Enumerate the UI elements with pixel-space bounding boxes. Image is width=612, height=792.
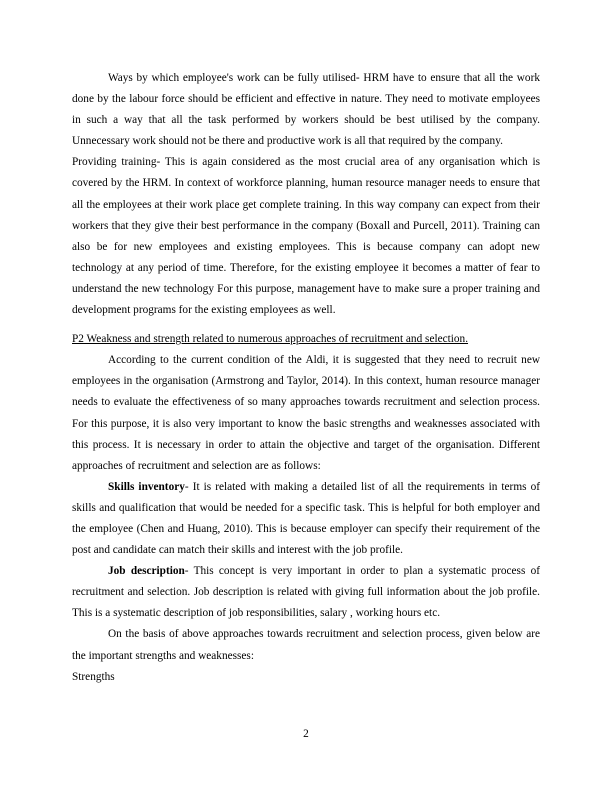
paragraph-approaches-summary: On the basis of above approaches towards recruitment and selection process, given below are the important strengths and weaknesses: — [72, 628, 540, 662]
paragraph-providing-training: Providing training- This is again considered as the most crucial area of any organisation which is covered by the HRM. In context of workforce planning, human resource manager needs to ensure that all the employees at their work place get complete training. In this way company can expect from their workers that they give their best performance in the company (Boxall and Purcell, 2011). Training can also be for new employees and existing employees. This is because company can adopt new technology at any period of time. Therefore, for the existing employee it becomes a matter of fear to understand the new technology For this purpose, management have to make sure a proper training and development programs for the existing employees as well. — [72, 156, 540, 317]
paragraph-aldi-recruitment: According to the current condition of the Aldi, it is suggested that they need to recruit new employees in the organisation (Armstrong and Taylor, 2014). In this context, human resource manager needs to evaluate the effectiveness of so many approaches towards recruitment and selection process. For this purpose, it is also very important to know the basic strengths and weaknesses associated with this process. It is necessary in order to attain the objective and target of the organisation. Different approaches of recruitment and selection are as follows: — [72, 354, 540, 472]
paragraph-employee-work: Ways by which employee's work can be fully utilised- HRM have to ensure that all the work done by the labour force should be efficient and effective in nature. They need to motivate employees in such a way that all the task performed by workers should be best utilised by the company. Unnecessary work should not be there and productive work is all that required by the company. — [72, 72, 540, 148]
page-number: 2 — [303, 728, 309, 740]
paragraph-job-description — [72, 561, 540, 624]
skills-inventory-text: - It is related with making a detailed list of all the requirements in terms of skills and qualification that would be needed for a specific task. This is helpful for both employer and the employee (Chen and Huang, 2010). This is because employer can specify their requirement of the post and candidate can match their skills and interest with the job profile. — [72, 480, 540, 557]
strengths-label: Strengths — [72, 670, 115, 683]
section-heading: P2 Weakness and strength related to numerous approaches of recruitment and selection. — [72, 333, 469, 346]
term-skills-inventory: Skills inventory — [108, 480, 185, 493]
job-description-text: - This concept is very important in order to plan a systematic process of recruitment and selection. Job description is related with giving full information about the job profile. This is a systematic description of job responsibilities, salary , working hours etc. — [72, 565, 540, 620]
paragraph-skills-inventory — [72, 477, 540, 561]
term-job-description: Job description — [108, 565, 185, 578]
document-body — [72, 68, 540, 688]
